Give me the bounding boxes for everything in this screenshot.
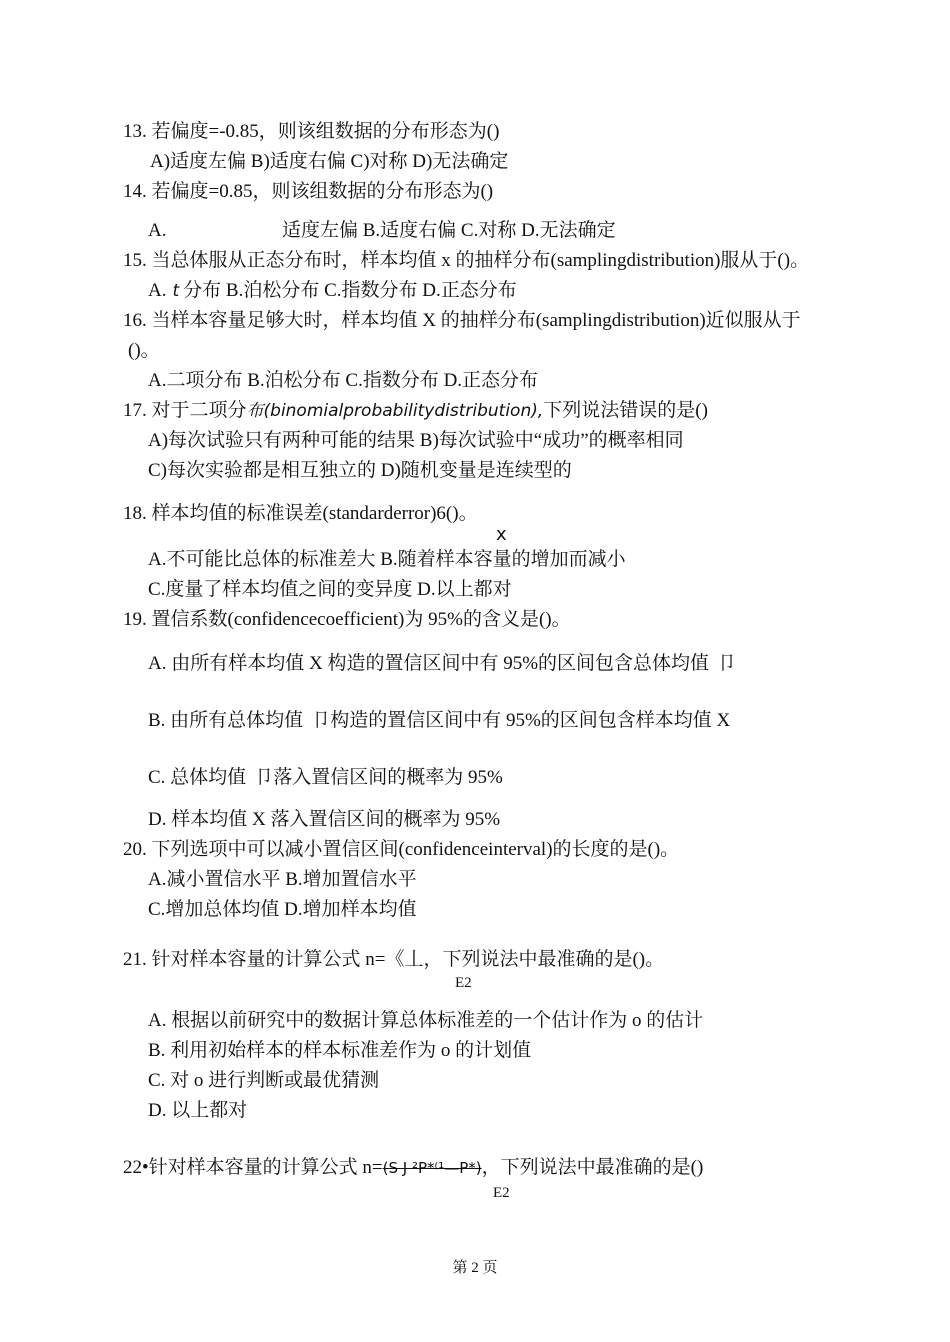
- question-17-options-ab: A)每次试验只有两种可能的结果 B)每次试验中“成功”的概率相同: [148, 430, 684, 451]
- question-19-option-a-text: A. 由所有样本均值 X 构造的置信区间中有 95%的区间包含总体均值: [148, 653, 710, 674]
- question-19-option-d: D. 样本均值 X 落入置信区间的概率为 95%: [148, 809, 501, 830]
- question-19-option-c-suffix: 落入置信区间的概率为 95%: [273, 767, 503, 788]
- question-21-option-a: A. 根据以前研究中的数据计算总体标准差的一个估计作为 o 的估计: [148, 1010, 704, 1031]
- question-15-options-text: 分布 B.泊松分布 C.指数分布 D.正态分布: [183, 280, 517, 301]
- question-19-option-b: [148, 708, 730, 733]
- question-19-option-b-prefix: B. 由所有总体均值: [148, 710, 304, 731]
- question-20: 20. 下列选项中可以减小置信区间(confidenceinterval)的长度的是()。: [123, 839, 680, 860]
- question-22: [123, 1156, 703, 1180]
- mu-symbol: 卩: [254, 766, 274, 788]
- question-17: [123, 399, 708, 423]
- question-21-option-c: C. 对 o 进行判断或最优猜测: [148, 1070, 380, 1091]
- question-21: 21. 针对样本容量的计算公式 n=《丄，下列说法中最准确的是()。: [123, 949, 665, 970]
- question-18-options-ab: A.不可能比总体的标准差大 B.随着样本容量的增加而减小: [148, 549, 626, 570]
- question-22-denominator: E2: [493, 1185, 510, 1201]
- question-16-options: A.二项分布 B.泊松分布 C.指数分布 D.正态分布: [148, 370, 539, 391]
- question-17-options-cd: C)每次实验都是相互独立的 D)随机变量是连续型的: [148, 460, 572, 481]
- mu-symbol: 卩: [311, 709, 331, 731]
- question-14: 14. 若偏度=0.85，则该组数据的分布形态为(): [123, 181, 494, 202]
- question-18-options-cd: C.度量了样本均值之间的变异度 D.以上都对: [148, 579, 512, 600]
- question-16-continuation: ()。: [128, 340, 160, 361]
- question-15-options: [148, 279, 517, 303]
- question-22-prefix: 22•针对样本容量的计算公式 n=: [123, 1157, 383, 1178]
- question-14-option-a-label: A.: [148, 220, 167, 241]
- question-13: 13. 若偏度=-0.85，则该组数据的分布形态为(): [123, 121, 500, 142]
- question-21-option-b: B. 利用初始样本的样本标准差作为 o 的计划值: [148, 1040, 532, 1061]
- question-19-option-a: [148, 651, 736, 676]
- question-21-denominator: E2: [455, 975, 472, 991]
- mu-symbol: 卩: [717, 652, 737, 674]
- question-17-italic-term: 布(binomialprobabilitydistribution),: [246, 401, 544, 421]
- question-20-options-cd: C.增加总体均值 D.增加样本均值: [148, 899, 417, 920]
- page-number-footer: 第 2 页: [452, 1260, 498, 1276]
- question-15: 15. 当总体服从正态分布时，样本均值 x 的抽样分布(samplingdistribution)服从于()。: [123, 250, 810, 271]
- question-17-suffix: 下列说法错误的是(): [543, 400, 708, 421]
- question-17-prefix: 17. 对于二项分: [123, 400, 247, 421]
- t-symbol: t: [172, 281, 180, 301]
- question-19-option-c-prefix: C. 总体均值: [148, 767, 247, 788]
- question-18: 18. 样本均值的标准误差(standarderror)6()。: [123, 503, 478, 524]
- question-14-options: 适度左偏 B.适度右偏 C.对称 D.无法确定: [282, 220, 616, 241]
- question-20-options-ab: A.减小置信水平 B.增加置信水平: [148, 869, 417, 890]
- question-18-subscript: x: [496, 524, 507, 545]
- question-22-suffix: ，下列说法中最准确的是(): [481, 1157, 704, 1178]
- question-19-option-b-suffix: 构造的置信区间中有 95%的区间包含样本均值 X: [330, 710, 731, 731]
- question-21-option-d: D. 以上都对: [148, 1100, 248, 1121]
- question-16: 16. 当样本容量足够大时，样本均值 X 的抽样分布(samplingdistribution)近似服从于: [123, 310, 801, 331]
- question-13-options: A)适度左偏 B)适度右偏 C)对称 D)无法确定: [150, 151, 509, 172]
- question-15-option-a-label: A.: [148, 280, 167, 301]
- question-19: 19. 置信系数(confidencecoefficient)为 95%的含义是()。: [123, 609, 571, 630]
- question-19-option-c: [148, 765, 503, 790]
- question-22-formula: (S J ²P*⁽¹—P*): [382, 1159, 482, 1177]
